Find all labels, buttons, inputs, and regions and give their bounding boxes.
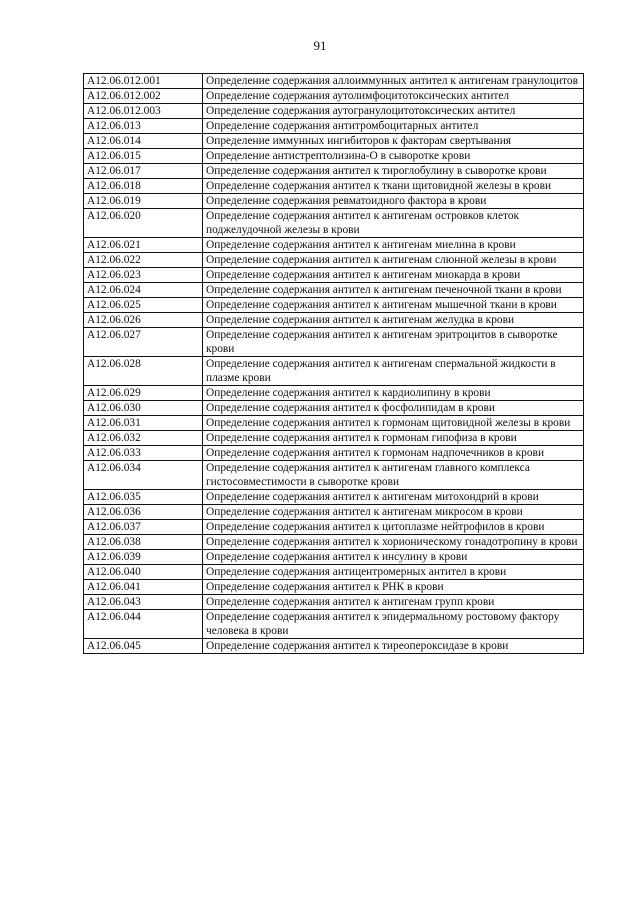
service-name-cell: Определение содержания антител к антигенам главного комплекса гистосовместимости в сыворотке крови bbox=[203, 461, 584, 490]
service-code-cell: A12.06.014 bbox=[84, 134, 203, 149]
service-name-cell: Определение содержания антител к антигенам эритроцитов в сыворотке крови bbox=[203, 328, 584, 357]
table-row bbox=[84, 416, 584, 431]
service-code-cell: A12.06.012.002 bbox=[84, 89, 203, 104]
service-code-cell: A12.06.035 bbox=[84, 490, 203, 505]
service-code-cell: A12.06.027 bbox=[84, 328, 203, 357]
page-number: 91 bbox=[313, 38, 327, 53]
service-code-cell: A12.06.041 bbox=[84, 580, 203, 595]
service-code-cell: A12.06.022 bbox=[84, 253, 203, 268]
service-name-cell: Определение содержания антител к антигенам мышечной ткани в крови bbox=[203, 298, 584, 313]
table-row bbox=[84, 386, 584, 401]
service-name-cell: Определение содержания антител к эпидермальному ростовому фактору человека в крови bbox=[203, 610, 584, 639]
service-code-cell: A12.06.012.003 bbox=[84, 104, 203, 119]
service-name-cell: Определение содержания антител к цитоплазме нейтрофилов в крови bbox=[203, 520, 584, 535]
service-name-cell: Определение антистрептолизина-О в сыворотке крови bbox=[203, 149, 584, 164]
service-code-cell: A12.06.032 bbox=[84, 431, 203, 446]
service-name-cell: Определение содержания антител к гормонам гипофиза в крови bbox=[203, 431, 584, 446]
service-name-cell: Определение содержания антител к антигенам печеночной ткани в крови bbox=[203, 283, 584, 298]
service-code-cell: A12.06.023 bbox=[84, 268, 203, 283]
table-body bbox=[84, 74, 584, 654]
service-name-cell: Определение содержания аутогранулоцитотоксических антител bbox=[203, 104, 584, 119]
service-name-cell: Определение содержания антител к гормонам щитовидной железы в крови bbox=[203, 416, 584, 431]
service-name-cell: Определение содержания аллоиммунных антител к антигенам гранулоцитов bbox=[203, 74, 584, 89]
service-name-cell: Определение содержания антител к кардиолипину в крови bbox=[203, 386, 584, 401]
service-code-cell: A12.06.033 bbox=[84, 446, 203, 461]
table-row bbox=[84, 610, 584, 639]
table-row bbox=[84, 446, 584, 461]
service-name-cell: Определение содержания антител к антигенам миелина в крови bbox=[203, 238, 584, 253]
service-name-cell: Определение содержания антител к антигенам островков клеток поджелудочной железы в крови bbox=[203, 209, 584, 238]
table-row bbox=[84, 89, 584, 104]
table-row bbox=[84, 194, 584, 209]
service-name-cell: Определение содержания антител к тиреопероксидазе в крови bbox=[203, 639, 584, 654]
service-code-cell: A12.06.012.001 bbox=[84, 74, 203, 89]
service-name-cell: Определение содержания антител к антигенам желудка в крови bbox=[203, 313, 584, 328]
table-row bbox=[84, 253, 584, 268]
table-row bbox=[84, 134, 584, 149]
table-row bbox=[84, 580, 584, 595]
table-row bbox=[84, 74, 584, 89]
service-code-cell: A12.06.021 bbox=[84, 238, 203, 253]
service-code-cell: A12.06.031 bbox=[84, 416, 203, 431]
table-row bbox=[84, 179, 584, 194]
service-code-cell: A12.06.029 bbox=[84, 386, 203, 401]
service-code-cell: A12.06.026 bbox=[84, 313, 203, 328]
service-name-cell: Определение содержания антител к ткани щитовидной железы в крови bbox=[203, 179, 584, 194]
service-name-cell: Определение содержания антицентромерных антител в крови bbox=[203, 565, 584, 580]
service-name-cell: Определение содержания антител к антигенам групп крови bbox=[203, 595, 584, 610]
service-code-cell: A12.06.045 bbox=[84, 639, 203, 654]
table-row bbox=[84, 535, 584, 550]
table-row bbox=[84, 119, 584, 134]
service-name-cell: Определение иммунных ингибиторов к факторам свертывания bbox=[203, 134, 584, 149]
table-row bbox=[84, 639, 584, 654]
service-name-cell: Определение содержания антител к хорионическому гонадотропину в крови bbox=[203, 535, 584, 550]
table-row bbox=[84, 595, 584, 610]
service-name-cell: Определение содержания аутолимфоцитотоксических антител bbox=[203, 89, 584, 104]
table-row bbox=[84, 490, 584, 505]
table-row bbox=[84, 505, 584, 520]
table-row bbox=[84, 209, 584, 238]
service-name-cell: Определение содержания антитромбоцитарных антител bbox=[203, 119, 584, 134]
table-row bbox=[84, 298, 584, 313]
table-row bbox=[84, 238, 584, 253]
service-codes-table bbox=[83, 73, 584, 654]
service-code-cell: A12.06.040 bbox=[84, 565, 203, 580]
table-row bbox=[84, 565, 584, 580]
service-name-cell: Определение содержания антител к антигенам митохондрий в крови bbox=[203, 490, 584, 505]
service-name-cell: Определение содержания антител к антигенам слюнной железы в крови bbox=[203, 253, 584, 268]
service-code-cell: A12.06.038 bbox=[84, 535, 203, 550]
service-name-cell: Определение содержания антител к РНК в крови bbox=[203, 580, 584, 595]
table-row bbox=[84, 313, 584, 328]
service-code-cell: A12.06.043 bbox=[84, 595, 203, 610]
table-row bbox=[84, 268, 584, 283]
service-code-cell: A12.06.034 bbox=[84, 461, 203, 490]
service-code-cell: A12.06.036 bbox=[84, 505, 203, 520]
service-name-cell: Определение содержания антител к антигенам спермальной жидкости в плазме крови bbox=[203, 357, 584, 386]
service-code-cell: A12.06.030 bbox=[84, 401, 203, 416]
service-code-cell: A12.06.017 bbox=[84, 164, 203, 179]
service-code-cell: A12.06.020 bbox=[84, 209, 203, 238]
service-code-cell: A12.06.025 bbox=[84, 298, 203, 313]
service-name-cell: Определение содержания ревматоидного фактора в крови bbox=[203, 194, 584, 209]
table-row bbox=[84, 328, 584, 357]
service-name-cell: Определение содержания антител к гормонам надпочечников в крови bbox=[203, 446, 584, 461]
table-row bbox=[84, 401, 584, 416]
table-row bbox=[84, 550, 584, 565]
service-code-cell: A12.06.013 bbox=[84, 119, 203, 134]
service-name-cell: Определение содержания антител к антигенам микросом в крови bbox=[203, 505, 584, 520]
service-name-cell: Определение содержания антител к тироглобулину в сыворотке крови bbox=[203, 164, 584, 179]
service-name-cell: Определение содержания антител к антигенам миокарда в крови bbox=[203, 268, 584, 283]
service-code-cell: A12.06.028 bbox=[84, 357, 203, 386]
table-row bbox=[84, 149, 584, 164]
service-code-cell: A12.06.018 bbox=[84, 179, 203, 194]
table-row bbox=[84, 357, 584, 386]
table-row bbox=[84, 461, 584, 490]
service-name-cell: Определение содержания антител к инсулину в крови bbox=[203, 550, 584, 565]
service-code-cell: A12.06.037 bbox=[84, 520, 203, 535]
table-row bbox=[84, 104, 584, 119]
service-code-cell: A12.06.044 bbox=[84, 610, 203, 639]
service-code-cell: A12.06.015 bbox=[84, 149, 203, 164]
service-code-cell: A12.06.024 bbox=[84, 283, 203, 298]
table-row bbox=[84, 164, 584, 179]
table-row bbox=[84, 431, 584, 446]
table-row bbox=[84, 520, 584, 535]
service-code-cell: A12.06.039 bbox=[84, 550, 203, 565]
service-code-cell: A12.06.019 bbox=[84, 194, 203, 209]
service-name-cell: Определение содержания антител к фосфолипидам в крови bbox=[203, 401, 584, 416]
table-row bbox=[84, 283, 584, 298]
